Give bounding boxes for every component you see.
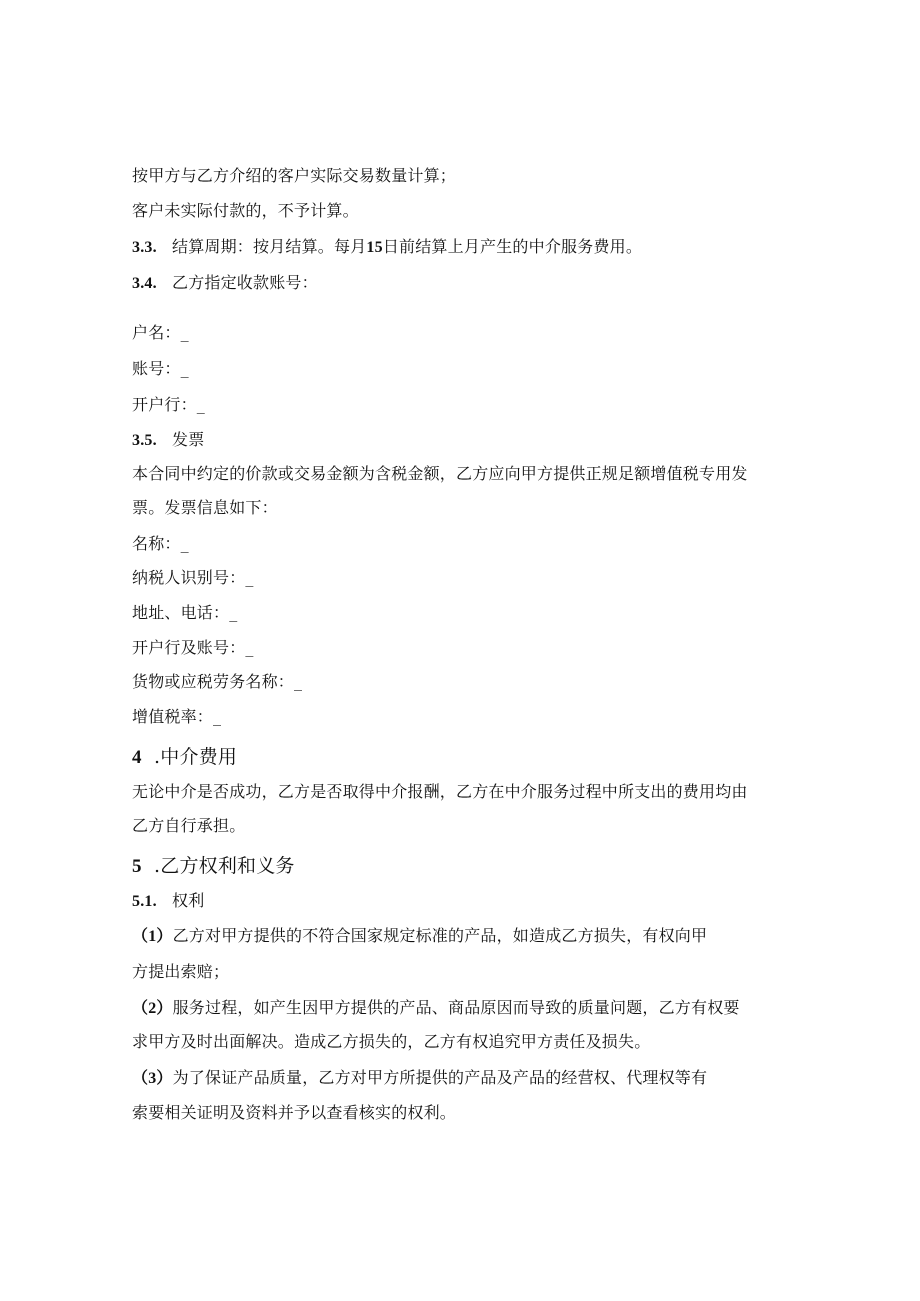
heading-5-title: .乙方权利和义务 [154,855,295,877]
heading-4-title: .中介费用 [154,746,238,768]
section-3-4 [132,272,318,295]
invoice-paragraph-line-2 [132,497,278,519]
invoice-name-text: 名称：_ [132,534,189,553]
section-4-paragraph-line-1 [132,781,748,803]
right-3-line-1 [132,1067,707,1090]
invoice-tax-id-text: 纳税人识别号：_ [132,568,254,587]
invoice-address-text: 地址、电话：_ [132,603,238,622]
right-3-text-a: 为了保证产品质量，乙方对甲方所提供的产品及产品的经营权、代理权等有 [172,1068,708,1087]
section-4-paragraph-line-2 [132,815,245,837]
invoice-paragraph-text-1: 本合同中约定的价款或交易金额为含税金额，乙方应向甲方提供正规足额增值税专用发 [132,464,748,483]
right-1-text-b: 方提出索赔； [132,962,230,981]
settlement-basis-line [132,165,456,187]
invoice-goods-field [132,671,302,693]
invoice-rate-text: 增值税率：_ [132,707,222,726]
invoice-bank-text: 开户行及账号：_ [132,638,254,657]
settlement-basis-text: 按甲方与乙方介绍的客户实际交易数量计算； [132,166,457,185]
account-name-field [132,322,189,344]
right-2-text-b: 求甲方及时出面解决。造成乙方损失的，乙方有权追究甲方责任及损失。 [132,1032,651,1051]
heading-4-number: 4 [132,747,142,768]
heading-section-5 [132,853,295,880]
invoice-tax-id-field [132,567,254,589]
invoice-bank-field [132,637,254,659]
right-2-line-1 [132,997,740,1020]
heading-section-4 [132,744,237,771]
section-3-3-text-pre: 结算周期：按月结算。每月 [172,237,367,256]
account-name-text: 户名：_ [132,323,189,342]
section-3-3-text-post: 日前结算上月产生的中介服务费用。 [382,237,643,256]
invoice-paragraph-line-1 [132,463,748,485]
section-5-1-number: 5.1. [132,893,157,910]
account-bank-text: 开户行：_ [132,395,206,414]
unpaid-exclusion-text: 客户未实际付款的，不予计算。 [132,201,359,220]
right-3-number: （3） [132,1070,173,1087]
section-3-4-number: 3.4. [132,275,157,292]
right-1-number: （1） [132,928,173,945]
heading-5-number: 5 [132,856,142,877]
account-number-field [132,358,189,380]
right-3-text-b: 索要相关证明及资料并予以查看核实的权利。 [132,1103,457,1122]
invoice-rate-field [132,706,221,728]
invoice-name-field [132,533,189,555]
account-number-text: 账号：_ [132,359,189,378]
unpaid-exclusion-line [132,200,359,222]
account-bank-field [132,394,205,416]
right-3-line-2 [132,1102,456,1124]
section-3-3-day: 15 [366,239,383,256]
right-2-text-a: 服务过程，如产生因甲方提供的产品、商品原因而导致的质量问题，乙方有权要 [172,998,740,1017]
right-1-text-a: 乙方对甲方提供的不符合国家规定标准的产品，如造成乙方损失，有权向甲 [172,926,708,945]
section-5-1-text: 权利 [172,891,205,910]
section-4-paragraph-text-2: 乙方自行承担。 [132,816,246,835]
section-3-3-number: 3.3. [132,239,157,256]
section-3-5-text: 发票 [172,430,205,449]
section-3-3 [132,236,642,259]
invoice-paragraph-text-2: 票。发票信息如下： [132,498,278,517]
section-5-1 [132,890,204,913]
section-3-4-text: 乙方指定收款账号： [172,273,318,292]
right-2-number: （2） [132,1000,173,1017]
section-3-5 [132,429,204,452]
section-4-paragraph-text-1: 无论中介是否成功，乙方是否取得中介报酬，乙方在中介服务过程中所支出的费用均由 [132,782,748,801]
invoice-address-field [132,602,237,624]
invoice-goods-text: 货物或应税劳务名称：_ [132,672,303,691]
right-2-line-2 [132,1031,650,1053]
right-1-line-1 [132,925,707,948]
right-1-line-2 [132,961,229,983]
section-3-5-number: 3.5. [132,432,157,449]
